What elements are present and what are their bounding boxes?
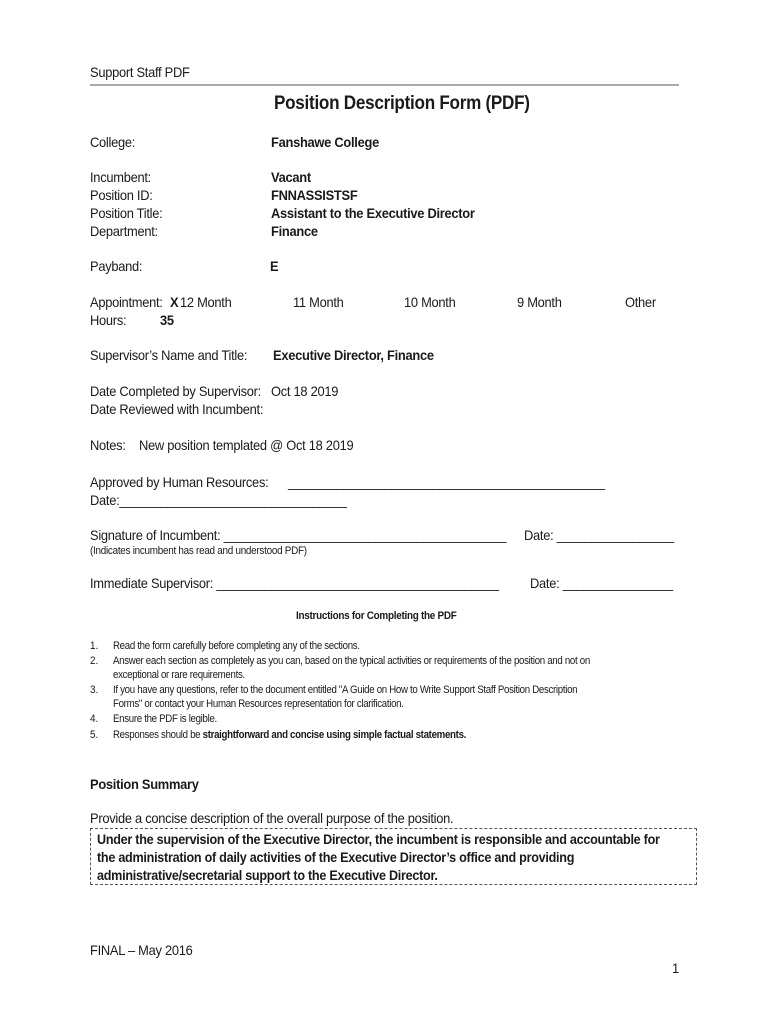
payband-label: Payband: [90, 258, 143, 274]
department-label: Department: [90, 223, 158, 239]
notes-value: New position templated @ Oct 18 2019 [139, 437, 354, 453]
supervisor-label: Supervisor’s Name and Title: [90, 347, 248, 363]
incumbent-signature-line: Signature of Incumbent: _________________________________________ [90, 527, 507, 543]
appointment-option-11-month: 11 Month [293, 294, 344, 310]
instruction-text: Responses should be [113, 729, 203, 741]
payband-value: E [270, 258, 279, 274]
college-label: College: [90, 134, 136, 150]
supervisor-value: Executive Director, Finance [273, 347, 434, 363]
date-reviewed-label: Date Reviewed with Incumbent: [90, 401, 264, 417]
instruction-line: If you have any questions, refer to the document entitled "A Guide on How to Write Support Staff Position Description [113, 684, 578, 696]
appointment-label: Appointment: [90, 294, 163, 310]
instruction-emphasis: straightforward and concise using simple factual statements. [202, 729, 467, 741]
college-value: Fanshawe College [271, 134, 379, 150]
document-type-label: Support Staff PDF [90, 64, 190, 80]
instruction-number: 5. [90, 729, 99, 741]
footer-version: FINAL – May 2016 [90, 942, 193, 958]
instruction-line: Answer each section as completely as you can, based on the typical activities or requirements of the position and not on [113, 655, 590, 667]
approval-date-line: Date:_________________________________ [90, 492, 347, 508]
header-rule [90, 84, 679, 86]
instruction-line [113, 729, 466, 741]
appointment-selected-mark: X [170, 294, 179, 310]
incumbent-value: Vacant [271, 169, 311, 185]
instruction-number: 1. [90, 640, 99, 652]
position-id-label: Position ID: [90, 187, 153, 203]
instruction-line: Ensure the PDF is legible. [113, 713, 217, 725]
instruction-line: Read the form carefully before completing any of the sections. [113, 640, 360, 652]
position-id-value: FNNASSISTSF [271, 187, 358, 203]
date-completed-value: Oct 18 2019 [271, 383, 339, 399]
incumbent-signature-note: (Indicates incumbent has read and understood PDF) [90, 545, 307, 557]
incumbent-label: Incumbent: [90, 169, 151, 185]
hours-value: 35 [160, 312, 174, 328]
instructions-heading: Instructions for Completing the PDF [296, 610, 457, 622]
position-title-label: Position Title: [90, 205, 163, 221]
instruction-line: exceptional or rare requirements. [113, 669, 245, 681]
supervisor-signature-date: Date: ________________ [530, 575, 673, 591]
department-value: Finance [271, 223, 318, 239]
appointment-option-12-month: 12 Month [180, 294, 232, 310]
position-summary-text: Under the supervision of the Executive Director, the incumbent is responsible and accountable for the administration of daily activities of the Executive Director’s office and providing administrative/secretarial support to the Executive Director. [97, 831, 660, 883]
appointment-option-other: Other [625, 294, 656, 310]
position-summary-prompt: Provide a concise description of the overall purpose of the position. [90, 810, 454, 826]
hours-label: Hours: [90, 312, 127, 328]
date-completed-label: Date Completed by Supervisor: [90, 383, 261, 399]
page-title: Position Description Form (PDF) [274, 93, 530, 114]
approved-hr-label: Approved by Human Resources: [90, 474, 269, 490]
instruction-number: 2. [90, 655, 99, 667]
supervisor-signature-line: Immediate Supervisor: _________________________________________ [90, 575, 499, 591]
instruction-number: 3. [90, 684, 99, 696]
notes-label: Notes: [90, 437, 126, 453]
approved-hr-signature-line: ______________________________________________ [288, 474, 605, 490]
appointment-option-10-month: 10 Month [404, 294, 456, 310]
page-number: 1 [672, 960, 679, 976]
instruction-number: 4. [90, 713, 99, 725]
incumbent-signature-date: Date: _________________ [524, 527, 674, 543]
position-summary-heading: Position Summary [90, 776, 199, 792]
position-title-value: Assistant to the Executive Director [271, 205, 475, 221]
appointment-option-9-month: 9 Month [517, 294, 562, 310]
instruction-line: Forms" or contact your Human Resources representation for clarification. [113, 698, 404, 710]
